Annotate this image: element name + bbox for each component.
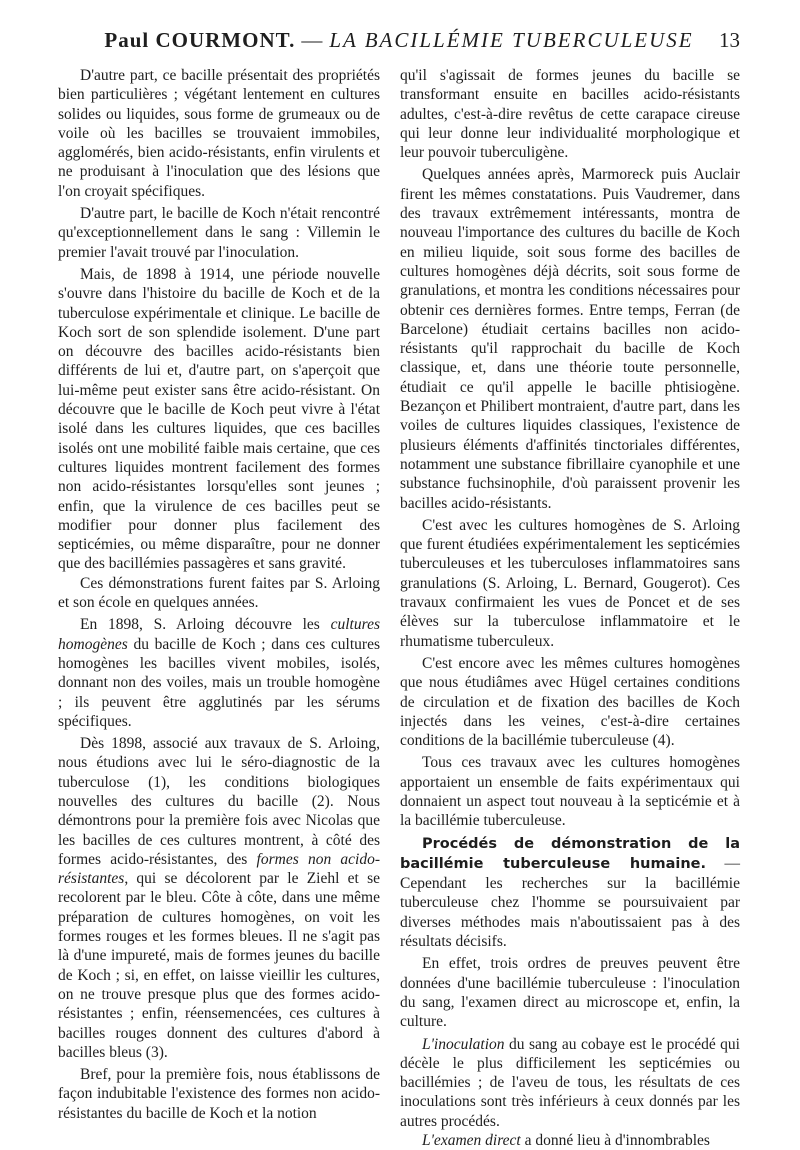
right-paragraph-5: Tous ces travaux avec les cultures homogènes apportaient un ensemble de faits expérimentaux qui donnaient un aspect tout nouveau à la septicémie et à la bacillémie tuberculeuse. [400, 754, 740, 830]
right-paragraph-8 [400, 1035, 740, 1131]
right-paragraph-3: C'est avec les cultures homogènes de S. Arloing que furent étudiées expérimentalement les septicémies tuberculeuses et les tuberculoses inflammatoires sans granulations (S. Arloing, L. Bernard, Gougerot). Ces travaux confirmaient les vues de Poncet et de ses élèves sur la tuberculose inflammatoire et le rhumatisme tuberculeux. [400, 516, 740, 650]
left-paragraph-2: D'autre part, le bacille de Koch n'était rencontré qu'exceptionnellement dans le sang : Villemin le premier l'avait trouvé par l'inoculation. [58, 205, 380, 261]
right-paragraph-7: En effet, trois ordres de preuves peuvent être données d'une bacillémie tuberculeuse : l'inoculation du sang, l'examen direct au microscope et, enfin, la culture. [400, 955, 740, 1031]
right-paragraph-8-text: du sang au cobaye est le procédé qui décèle le plus difficilement les septicémies ou bacillémies ; de l'aveu de tous, les résultats de ces inoculations sont très inférieurs à ceux donnés par les autres procédés. [400, 1035, 740, 1130]
right-paragraph-2: Quelques années après, Marmoreck puis Auclair firent les mêmes constatations. Puis Vaudremer, dans des travaux extrêmement intéressants, montra de nouveau l'importance des cultures du bacille de Koch en milieu liquide, soit sous forme des bacilles de cultures homogènes déjà décrits, soit sous forme de granulations, et montra les conditions nécessaires pour obtenir ces dernières formes. Entre temps, Ferran (de Barcelone) étudiait certains bacilles non acido-résistants qu'il rapprochait du bacille de Koch classique, et, dans une théorie toute personnelle, étudiait ce qu'il appelle le bacille phtisiogène. Bezançon et Philibert montraient, d'autre part, dans les voiles de cultures liquides classiques, l'existence de plusieurs éléments d'affinités tinctoriales différentes, notamment une substance fibrillaire cyanophile et une substance fuchsinophile, d'où paraissent provenir les bacilles acido-résistants. [400, 166, 740, 512]
left-paragraph-5-emphasis: cultures homogènes [58, 616, 380, 653]
right-paragraph-1: qu'il s'agissait de formes jeunes du bacille se transformant ensuite en bacilles acido-résistants adultes, c'est-à-dire revêtus de cette carapace cireuse qui leur donne leur individualité morphologique et leur pouvoir tuberculigène. [400, 67, 740, 162]
right-paragraph-6 [400, 834, 740, 952]
right-paragraph-9-emphasis: L'examen direct [422, 1132, 521, 1150]
running-header [58, 20, 740, 60]
header-running-title: LA BACILLÉMIE TUBERCULEUSE [329, 28, 694, 52]
right-paragraph-8-emphasis: L'inoculation [422, 1035, 505, 1053]
left-paragraph-3: Mais, de 1898 à 1914, une période nouvelle s'ouvre dans l'histoire du bacille de Koch et de la tuberculose expérimentale et clinique. Le bacille de Koch sort de son splendide isolement. D'une part on découvre des bacilles acido-résistants bien différents de lui et, d'autre part, on s'aperçoit que lui-même peut exister sans être acido-résistant. On découvre que le bacille de Koch peut vivre à l'état isolé dans les cultures liquides, que ces bacilles isolés ont une mobilité faible mais certaine, que ces cultures liquides montrent facilement des formes non acido-résistantes lorsqu'elles sont jeunes ; enfin, que la virulence de ces bacilles peut se modifier pour donner plus facilement des septicémies, ou même disparaître, pour ne donner que des bacillémies passagères et sans gravité. [58, 265, 380, 573]
left-paragraph-6-text-a: Dès 1898, associé aux travaux de S. Arloing, nous étudions avec lui le séro-diagnostic de la tuberculose (1), les conditions biologiques nouvelles des cultures du bacille (2). Nous démontrons pour la première fois avec Nicolas que les bacilles de ces cultures montrent, à côté des formes acido-résistantes, des [58, 735, 380, 868]
left-paragraph-7: Bref, pour la première fois, nous établissons de façon indubitable l'existence des formes non acido-résistantes du bacille de Koch et la notion [58, 1066, 380, 1122]
section-heading: Procédés de démonstration de la bacillémie tuberculeuse humaine. [400, 835, 740, 872]
left-paragraph-4: Ces démonstrations furent faites par S. Arloing et son école en quelques années. [58, 574, 380, 612]
header-separator: — [301, 28, 324, 52]
left-paragraph-1: D'autre part, ce bacille présentait des propriétés bien particulières ; végétant lentement en cultures solides ou liquides, sous forme de grumeaux ou de voile où les bacilles se trouvaient immobiles, agglomérés, bien acido-résistants, enfin virulents et ne produisant à l'inoculation que des lésions que l'on croyait spécifiques. [58, 67, 380, 200]
left-paragraph-6 [58, 734, 380, 1062]
left-paragraph-5-text-b: du bacille de Koch ; dans ces cultures homogènes les bacilles vivent mobiles, isolés, donnant non des voiles, mais un trouble homogène ; ils peuvent être agglutinés par les sérums spécifiques. [58, 635, 380, 730]
right-paragraph-9-text: a donné lieu à d'innombrables [520, 1132, 710, 1150]
left-paragraph-5-text-a: En 1898, S. Arloing découvre les [80, 616, 331, 634]
page-number: 13 [719, 28, 740, 52]
left-paragraph-5 [58, 615, 380, 731]
right-paragraph-4: C'est encore avec les mêmes cultures homogènes que nous étudiâmes avec Hügel certaines conditions de circulation et de fixation des bacilles de Koch injectés dans les veines, c'est-à-dire certaines conditions de la bacillémie tuberculeuse (4). [400, 654, 740, 750]
header-author: Paul COURMONT. [104, 28, 296, 52]
right-paragraph-6-text: — Cependant les recherches sur la bacillémie tuberculeuse chez l'homme se poursuivaient par diverses méthodes mais n'aboutissaient pas à des résultats décisifs. [400, 854, 740, 951]
right-column [400, 66, 740, 1150]
left-paragraph-6-text-b: , qui se décolorent par le Ziehl et se recolorent par le bleu. Côte à côte, dans une même préparation de cultures homogènes, on voit les formes rouges et les formes bleues. Il ne s'agit pas là d'une impureté, mais de formes jeunes du bacille de Koch ; si, en effet, on laisse vieillir les cultures, on ne trouve presque plus que des formes acido-résistantes ; enfin, réensemencées, ces cultures à bacilles rouges donnent des cultures d'abord à bacilles bleus (3). [58, 870, 380, 1061]
header-title-line [58, 20, 740, 60]
left-column [58, 66, 380, 1123]
left-paragraph-6-emphasis: formes non acido-résistantes [58, 850, 381, 888]
right-paragraph-9 [400, 1131, 740, 1150]
